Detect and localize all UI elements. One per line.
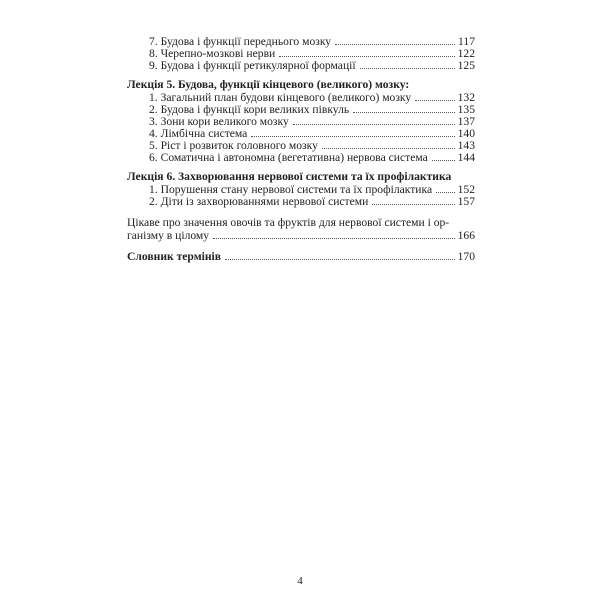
toc-entry-page: 170 [457,250,475,263]
dot-leader [225,259,455,260]
toc-entry-page: 135 [457,103,475,116]
dot-leader [415,100,454,101]
lecture-title: Лекція 5. Будова, функції кінцевого (великого) мозку: [127,78,410,91]
toc-entry-page: 144 [457,151,475,164]
lecture-heading [127,170,475,183]
dot-leader [279,56,454,57]
toc-entry-label: Словник термінів [127,250,221,263]
dot-leader [372,204,454,205]
lecture-heading [127,78,475,91]
toc-entry-label: 3. Зони кори великого мозку [149,115,289,128]
toc-entry [127,229,475,242]
toc-entry-page: 152 [457,183,475,196]
toc-entry [149,151,475,164]
toc-entry-label: 5. Ріст і розвиток головного мозку [149,139,318,152]
toc-entry-page: 166 [457,229,475,242]
toc-entry-label: 8. Черепно-мозкові нерви [149,47,276,60]
dot-leader [213,238,455,239]
toc-entry-page: 157 [457,195,475,208]
toc-entry-line1 [127,216,475,229]
toc-entry-page: 122 [457,47,475,60]
dot-leader [251,136,454,137]
toc-entry-page: 117 [458,35,475,48]
toc-entry-glossary [127,250,475,263]
dot-leader [335,44,455,45]
dot-leader [322,148,455,149]
toc-entry [149,59,475,72]
toc-entry-label: 4. Лімбічна система [149,127,248,140]
toc-entry-label: ганізму в цілому [127,229,210,242]
lecture-title: Лекція 6. Захворювання нервової системи та їх профілактика [127,170,452,183]
toc-entry-label: 9. Будова і функції ретикулярної формації [149,59,356,72]
toc-entry-label: 6. Соматична і автономна (вегетативна) нервова система [149,151,428,164]
toc-entry-page: 140 [457,127,475,140]
toc-entry-page: 143 [457,139,475,152]
dot-leader [293,124,455,125]
toc-entry-label: 2. Будова і функції кори великих півкуль [149,103,350,116]
toc-entry-page: 125 [457,59,475,72]
toc-entry-label: Цікаве про значення овочів та фруктів для нервової системи і ор- [127,216,450,229]
toc-entry-label: 7. Будова і функції переднього мозку [149,35,332,48]
toc-entry-page: 132 [457,91,475,104]
dot-leader [360,68,455,69]
dot-leader [436,192,455,193]
dot-leader [353,112,454,113]
toc-entry-label: 1. Порушення стану нервової системи та їх профілактика [149,183,433,196]
dot-leader [432,160,455,161]
toc-entry-label: 2. Діти із захворюваннями нервової системи [149,195,369,208]
page-number: 4 [297,575,303,587]
toc-entry [149,195,475,208]
toc-entry-page: 137 [457,115,475,128]
toc-entry-label: 1. Загальний план будови кінцевого (великого) мозку [149,91,412,104]
